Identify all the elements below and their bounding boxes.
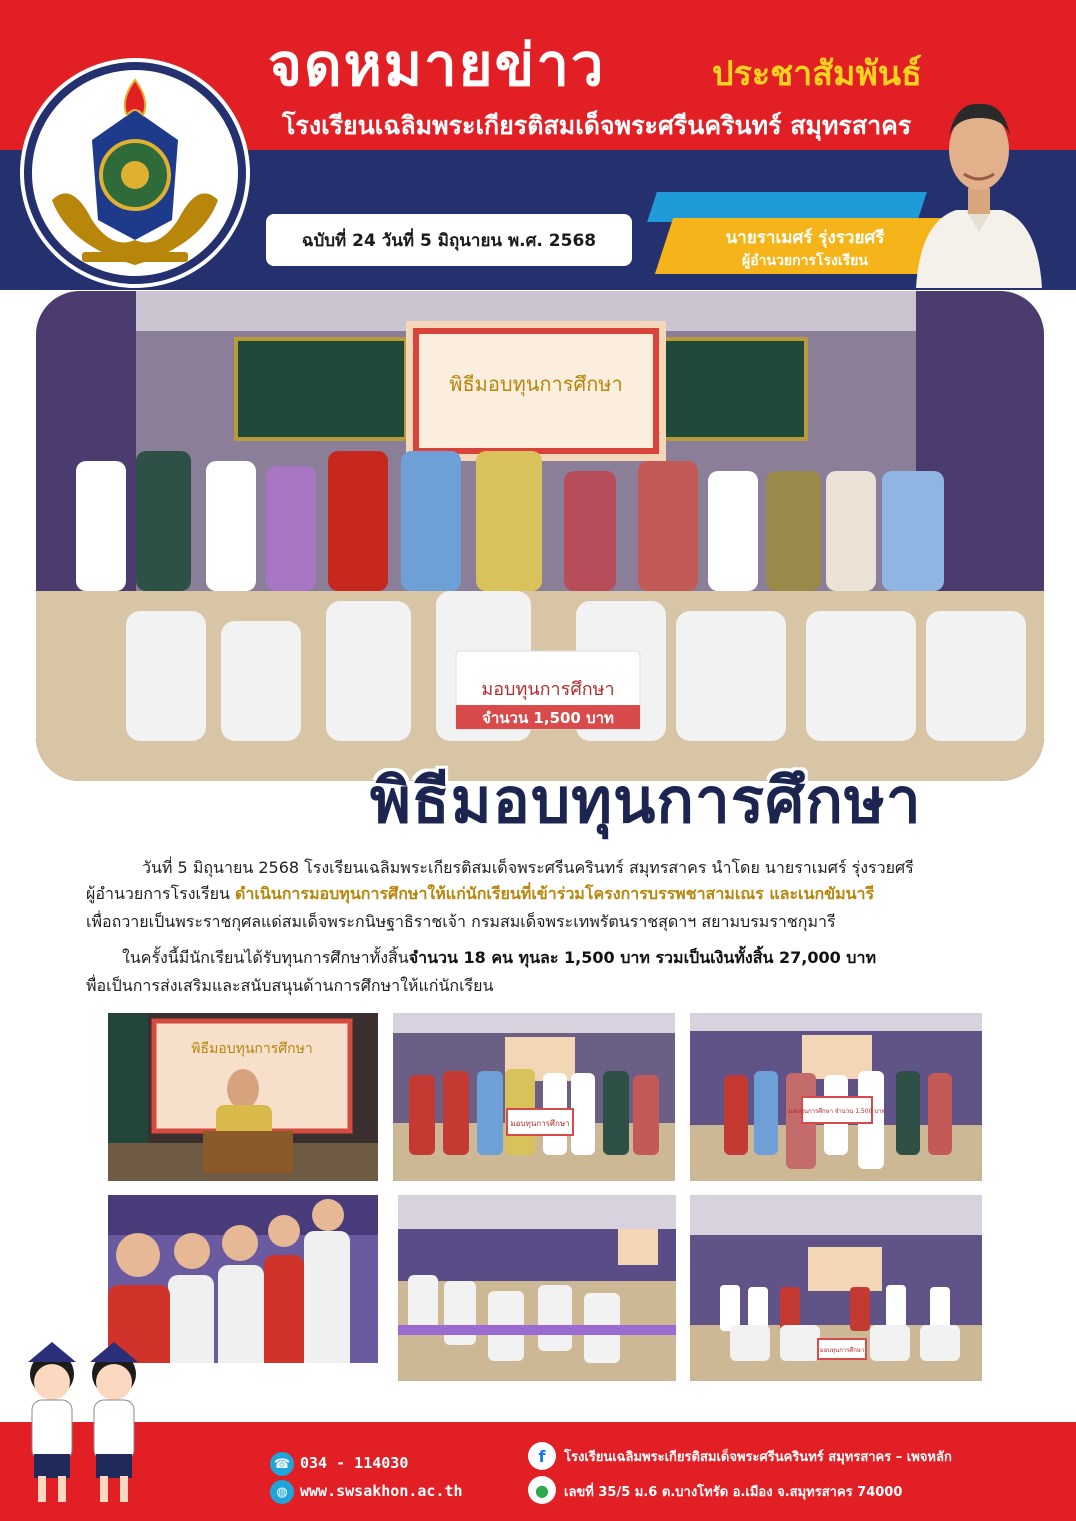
body-line-4-plain: ในครั้งนี้มีนักเรียนได้รับทุนการศึกษาทั้งสิ้น (122, 948, 409, 967)
body-line-2 (86, 882, 874, 906)
banner-amount: จำนวน 1,500 บาท (482, 709, 614, 727)
phone-icon: ☎ (270, 1452, 294, 1476)
body-line-5: พื่อเป็นการส่งเสริมและสนับสนุนด้านการศึกษาให้แก่นักเรียน (86, 976, 494, 995)
gallery-photo-3 (690, 1013, 982, 1181)
gallery-2-sign: มอบทุนการศึกษา (510, 1119, 570, 1128)
gallery-1-backdrop-text: พิธีมอบทุนการศึกษา (191, 1041, 313, 1057)
footer-address: เลขที่ 35/5 ม.6 ต.บางโทรัด อ.เมือง จ.สมุทรสาคร 74000 (564, 1485, 903, 1500)
main-photo (36, 291, 1044, 781)
footer-facebook[interactable]: โรงเรียนเฉลิมพระเกียรติสมเด็จพระศรีนครินทร์ สมุทรสาคร – เพจหลัก (564, 1450, 952, 1465)
body-line-4-bold: จำนวน 18 คน ทุนละ 1,500 บาท รวมเป็นเงินทั้งสิ้น 27,000 บาท (408, 948, 876, 967)
gallery-3-sign: มอบทุนการศึกษา จำนวน 1,500 บาท (788, 1108, 886, 1115)
facebook-icon: f (528, 1442, 556, 1470)
director-photo (916, 92, 1042, 288)
body-line-4 (122, 946, 876, 970)
school-name: โรงเรียนเฉลิมพระเกียรติสมเด็จพระศรีนครินทร์ สมุทรสาคร (282, 111, 912, 140)
student-mascots (18, 1336, 148, 1516)
banner-title: มอบทุนการศึกษา (481, 679, 615, 700)
globe-icon: ◍ (270, 1480, 294, 1504)
gallery-photo-2 (393, 1013, 675, 1181)
newsletter-title: จดหมายข่าว (268, 31, 606, 99)
footer-phone: 034 - 114030 (300, 1454, 409, 1472)
director-name: นายราเมศร์ รุ่งรวยศรี (725, 228, 885, 248)
footer-website[interactable]: www.swsakhon.ac.th (300, 1482, 463, 1500)
body-line-2-highlight: ดำเนินการมอบทุนการศึกษาให้แก่นักเรียนที่เข้าร่วมโครงการบรรพชาสามเณร และเนกขัมนารี (235, 884, 875, 903)
issue-info: ฉบับที่ 24 วันที่ 5 มิถุนายน พ.ศ. 2568 (266, 214, 632, 266)
gallery-photo-1 (108, 1013, 378, 1181)
gallery-6-sign: มอบทุนการศึกษา (819, 1347, 865, 1354)
newsletter-subtitle: ประชาสัมพันธ์ (712, 54, 922, 94)
body-line-3: เพื่อถวายเป็นพระราชกุศลแด่สมเด็จพระกนิษฐาธิราชเจ้า กรมสมเด็จพระเทพรัตนราชสุดาฯ สยามบรมราชกุมารี (86, 912, 836, 931)
gallery-photo-4 (108, 1195, 378, 1363)
gallery-photo-5 (398, 1195, 676, 1381)
director-position: ผู้อำนวยการโรงเรียน (742, 253, 868, 269)
body-line-2-plain: ผู้อำนวยการโรงเรียน (86, 884, 235, 903)
backdrop-title: พิธีมอบทุนการศึกษา (449, 372, 623, 396)
gallery-photo-6 (690, 1195, 982, 1381)
location-pin-icon: ● (528, 1476, 556, 1504)
headline: พิธีมอบทุนการศึกษา (370, 764, 922, 837)
footer (0, 1422, 1076, 1521)
school-logo (24, 62, 246, 284)
body-line-1: วันที่ 5 มิถุนายน 2568 โรงเรียนเฉลิมพระเกียรติสมเด็จพระศรีนครินทร์ สมุทรสาคร นำโดย นายราเมศร์ รุ่งรวยศรี (142, 858, 914, 877)
